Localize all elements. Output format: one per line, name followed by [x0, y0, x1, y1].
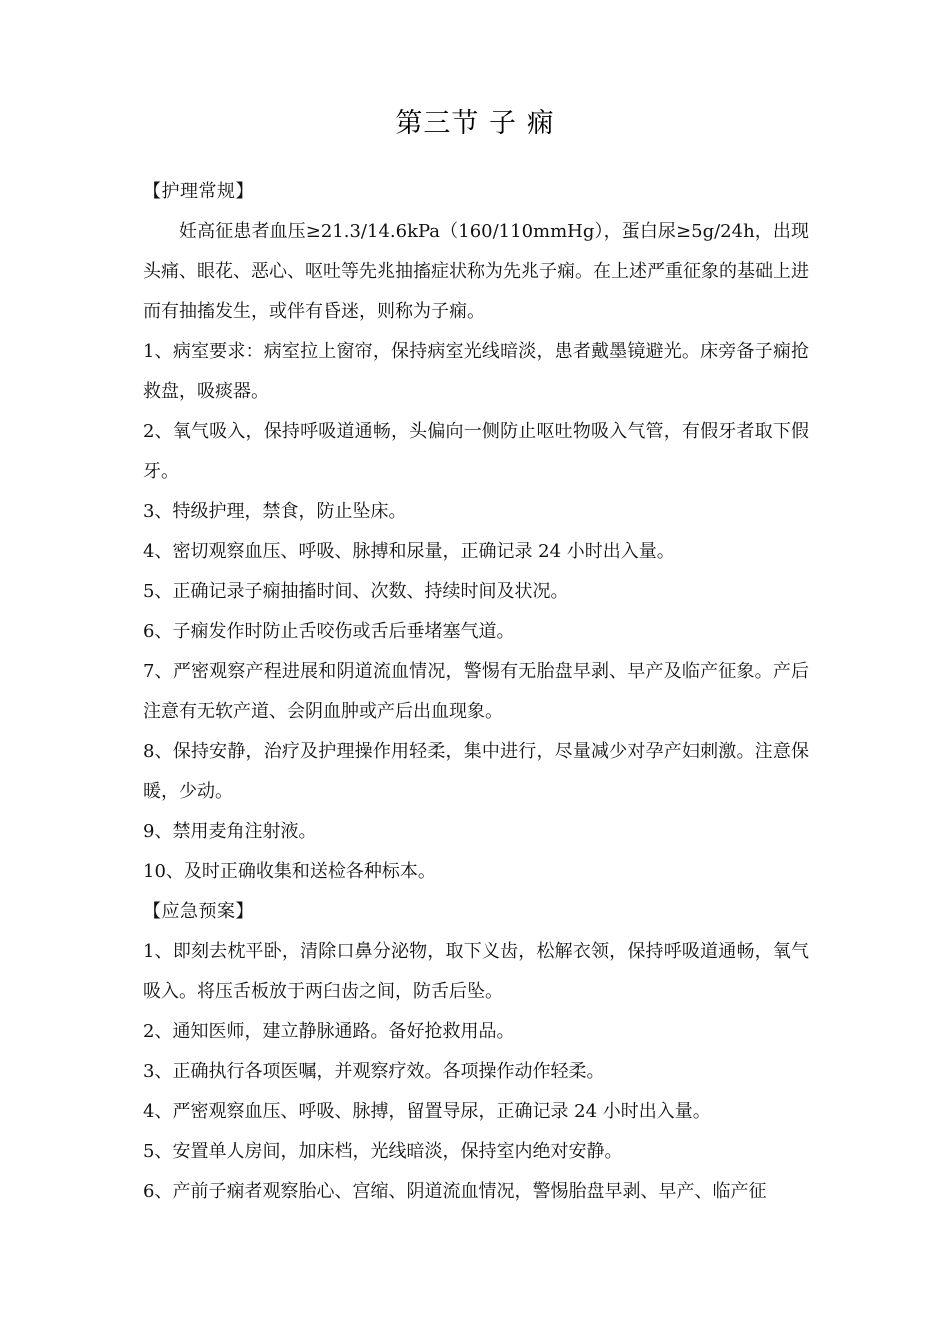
nursing-item: 4、密切观察血压、呼吸、脉搏和尿量，正确记录 24 小时出入量。: [143, 541, 675, 562]
emergency-item: 5、安置单人房间，加床档，光线暗淡，保持室内绝对安静。: [143, 1141, 623, 1162]
emergency-item: 4、严密观察血压、呼吸、脉搏，留置导尿，正确记录 24 小时出入量。: [143, 1101, 711, 1122]
nursing-item: 5、正确记录子痫抽搐时间、次数、持续时间及状况。: [143, 581, 569, 602]
nursing-item: 1、病室要求：病室拉上窗帘，保持病室光线暗淡，患者戴墨镜避光。床旁备子痫抢救盘，吸痰器。: [143, 341, 809, 402]
nursing-item: 8、保持安静，治疗及护理操作用轻柔，集中进行，尽量减少对孕产妇刺激。注意保暖，少动。: [143, 741, 809, 802]
emergency-item: 1、即刻去枕平卧，清除口鼻分泌物，取下义齿，松解衣领，保持呼吸道通畅，氧气吸入。将压舌板放于两臼齿之间，防舌后坠。: [143, 941, 809, 1002]
nursing-item: 9、禁用麦角注射液。: [143, 821, 317, 842]
page-title: 第三节 子 痫: [395, 108, 555, 139]
intro-paragraph: 妊高征患者血压≥21.3/14.6kPa（160/110mmHg），蛋白尿≥5g/24h，出现头痛、眼花、恶心、呕吐等先兆抽搐症状称为先兆子痫。在上述严重征象的基础上进而有抽搐发生，或伴有昏迷，则称为子痫。: [143, 221, 809, 322]
nursing-item: 2、氧气吸入，保持呼吸道通畅，头偏向一侧防止呕吐物吸入气管，有假牙者取下假牙。: [143, 421, 809, 482]
document-body: [143, 172, 809, 1212]
emergency-item: 6、产前子痫者观察胎心、宫缩、阴道流血情况，警惕胎盘早剥、早产、临产征: [143, 1181, 767, 1202]
nursing-item: 6、子痫发作时防止舌咬伤或舌后垂堵塞气道。: [143, 621, 515, 642]
emergency-item: 2、通知医师，建立静脉通路。备好抢救用品。: [143, 1021, 515, 1042]
emergency-item: 3、正确执行各项医嘱，并观察疗效。各项操作动作轻柔。: [143, 1061, 605, 1082]
nursing-item: 10、及时正确收集和送检各种标本。: [143, 861, 436, 882]
nursing-item: 3、特级护理，禁食，防止坠床。: [143, 501, 407, 522]
section-heading-emergency: 【应急预案】: [143, 901, 254, 922]
nursing-item: 7、严密观察产程进展和阴道流血情况，警惕有无胎盘早剥、早产及临产征象。产后注意有无软产道、会阴血肿或产后出血现象。: [143, 661, 809, 722]
section-heading-nursing: 【护理常规】: [143, 181, 254, 202]
